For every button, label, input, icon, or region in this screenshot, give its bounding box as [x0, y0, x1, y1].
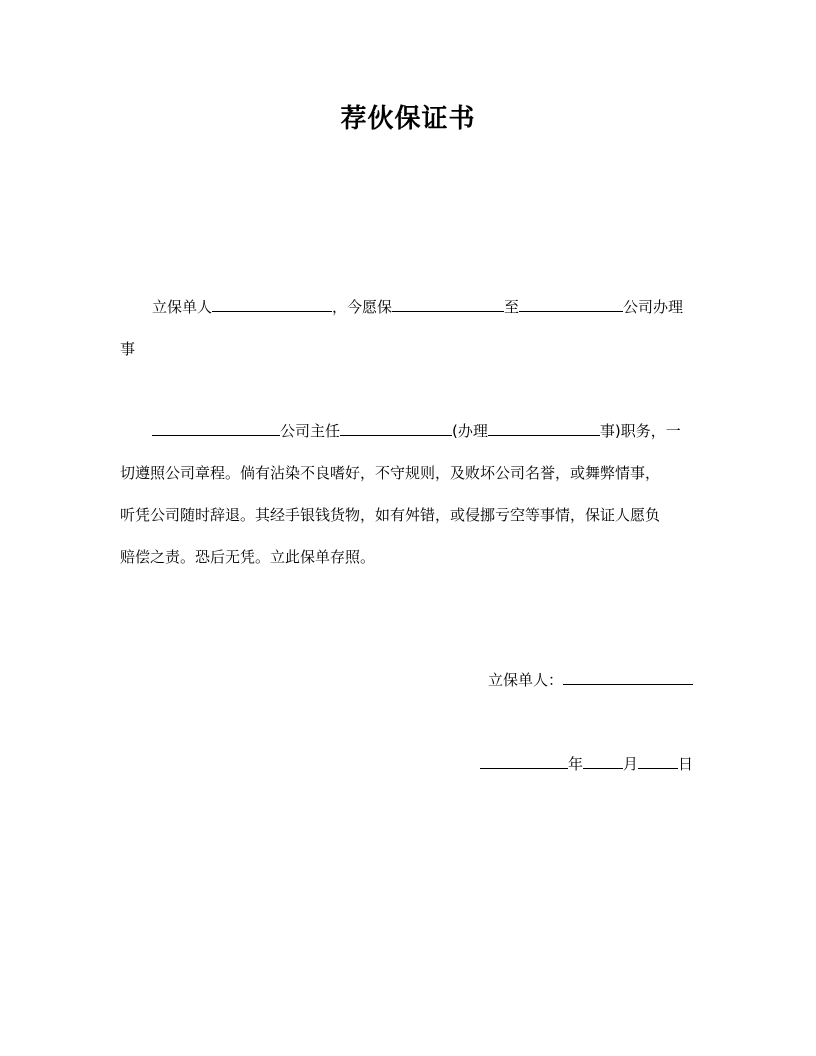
paragraph-2-line-1 [152, 419, 681, 443]
blank-guarantor-signature[interactable] [563, 668, 693, 685]
paragraph-2-line-3: 听凭公司随时辞退。其经手银钱货物，如有舛错，或侵挪亏空等事情，保证人愿负 [120, 506, 661, 524]
text-company-handle: 公司办理 [623, 298, 684, 316]
text-matter: 事 [120, 340, 136, 358]
document-title: 荐伙保证书 [340, 104, 476, 134]
month-label: 月 [623, 755, 639, 773]
paragraph-2-line-2: 切遵照公司章程。倘有沾染不良嗜好，不守规则，及败坏公司名誉，或舞弊情事， [120, 464, 661, 482]
blank-duty[interactable] [488, 419, 600, 436]
day-label: 日 [678, 755, 694, 773]
date-line [480, 752, 693, 776]
blank-year[interactable] [480, 752, 568, 769]
text-duty: 事)职务，一 [599, 422, 681, 440]
text-handle: (办理 [452, 422, 488, 440]
paragraph-1-line-2 [120, 337, 135, 361]
signature-line [488, 668, 693, 692]
text-company-director: 公司主任 [280, 422, 341, 440]
blank-month[interactable] [583, 752, 623, 769]
text-guarantor: 立保单人 [152, 298, 213, 316]
year-label: 年 [568, 755, 584, 773]
text-guarantee: ，今愿保 [332, 298, 393, 316]
paragraph-2-line-4: 赔偿之责。恐后无凭。立此保单存照。 [120, 548, 376, 566]
text-to: 至 [504, 298, 520, 316]
blank-guarantor-name[interactable] [212, 295, 332, 312]
blank-day[interactable] [638, 752, 678, 769]
blank-guaranteed-person[interactable] [392, 295, 504, 312]
blank-company-name[interactable] [519, 295, 623, 312]
paragraph-1-line-1 [152, 295, 683, 319]
blank-company[interactable] [152, 419, 280, 436]
blank-director-name[interactable] [340, 419, 452, 436]
guarantor-label: 立保单人： [488, 671, 564, 689]
